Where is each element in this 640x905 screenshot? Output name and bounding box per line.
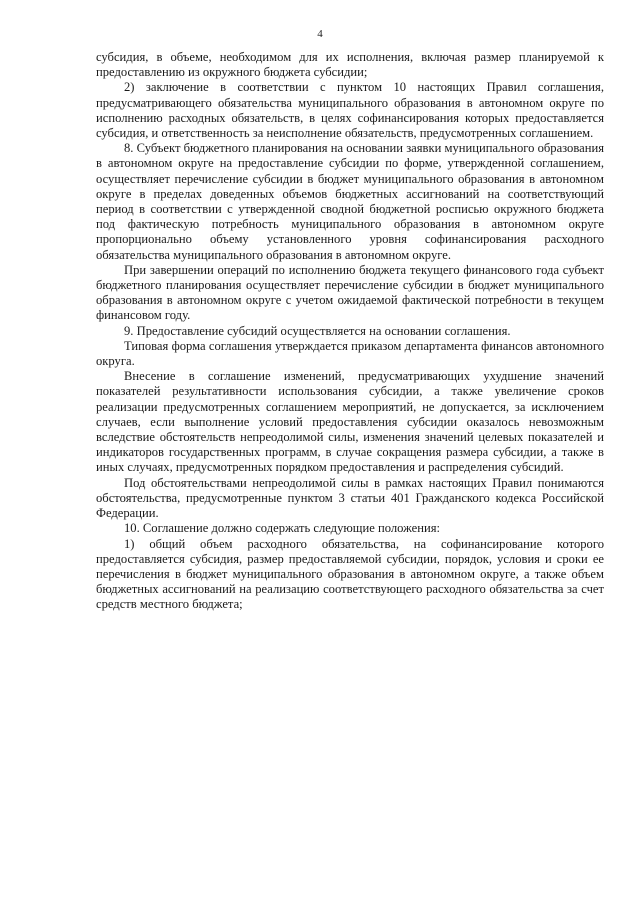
paragraph: При завершении операций по исполнению бюджета текущего финансового года субъект бюджетного планирования осуществляет перечисление субсидии в бюджет муниципального образования в автономном округе с учетом ожидаемой фактической потребности в текущем финансовом году. (96, 262, 604, 323)
document-body (96, 50, 604, 613)
paragraph: Внесение в соглашение изменений, предусматривающих ухудшение значений показателей результативности использования субсидии, а также увеличение сроков реализации предусмотренных соглашением мероприятий, не допускается, за исключением случаев, если выполнение условий предоставления субсидии оказалось невозможным вследствие обстоятельств непреодолимой силы, изменения значений целевых показателей и индикаторов государственных программ, в случае сокращения размера субсидии, а также в иных случаях, предусмотренных порядком предоставления и распределения субсидий. (96, 369, 604, 475)
paragraph: 9. Предоставление субсидий осуществляется на основании соглашения. (124, 323, 511, 338)
page-number: 4 (317, 28, 323, 40)
paragraph: субсидия, в объеме, необходимом для их исполнения, включая размер планируемой к предоставлению из окружного бюджета субсидии; (96, 50, 604, 80)
paragraph: 8. Субъект бюджетного планирования на основании заявки муниципального образования в автономном округе на предоставление субсидии по форме, утвержденной соглашением, осуществляет перечисление субсидии в бюджет муниципального образования в автономном округе в пределах доведенных объемов бюджетных ассигнований на соответствующий период в соответствии с утвержденной сводной бюджетной росписью окружного бюджета под фактическую потребность муниципального образования в автономном округе пропорционально объему установленного уровня софинансирования расходного обязательства муниципального образования в автономном округе. (96, 141, 604, 262)
paragraph: 10. Соглашение должно содержать следующие положения: (124, 521, 440, 536)
paragraph: Типовая форма соглашения утверждается приказом департамента финансов автономного округа. (96, 338, 604, 369)
paragraph: Под обстоятельствами непреодолимой силы в рамках настоящих Правил понимаются обстоятельства, предусмотренные пунктом 3 статьи 401 Гражданского кодекса Российской Федерации. (96, 475, 604, 521)
paragraph: 2) заключение в соответствии с пунктом 10 настоящих Правил соглашения, предусматривающего обязательства муниципального образования в автономном округе по исполнению расходных обязательств, в целях софинансирования которых предоставляется субсидия, и ответственность за неисполнение обязательств, предусмотренных соглашением. (96, 80, 604, 141)
paragraph: 1) общий объем расходного обязательства, на софинансирование которого предоставляется субсидия, размер предоставляемой субсидии, порядок, условия и сроки ее перечисления в бюджет муниципального образования в автономном округе, а также объем бюджетных ассигнований на реализацию соответствующего расходного обязательства за счет средств местного бюджета; (96, 536, 604, 612)
